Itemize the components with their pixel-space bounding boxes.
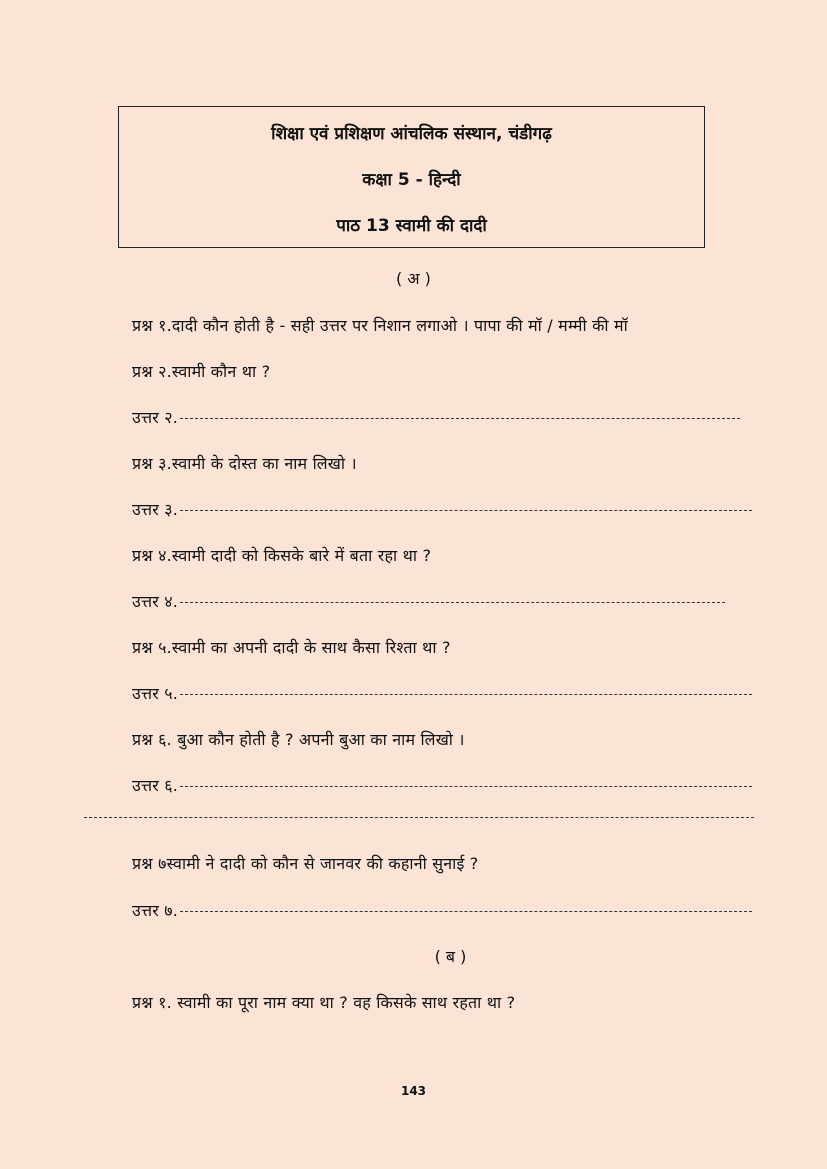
question-2: प्रश्न २.स्वामी कौन था ?: [132, 362, 271, 381]
section-b-title: ( ब ): [434, 947, 467, 966]
answer-2-label: उत्तर २.: [132, 408, 179, 427]
answer-3-label: उत्तर ३.: [132, 500, 179, 519]
answer-6-label: उत्तर ६.: [132, 776, 179, 795]
answer-7-line[interactable]: [132, 899, 752, 921]
page-number: 143: [400, 1084, 427, 1098]
question-5: प्रश्न ५.स्वामी का अपनी दादी के साथ कैसा रिश्ता था ?: [132, 638, 451, 657]
section-b-question-1: प्रश्न १. स्वामी का पूरा नाम क्या था ? वह किसके साथ रहता था ?: [132, 993, 516, 1012]
institute-name: शिक्षा एवं प्रशिक्षण आंचलिक संस्थान, चंडीगढ़: [271, 124, 552, 144]
question-4: प्रश्न ४.स्वामी दादी को किसके बारे में बता रहा था ?: [132, 546, 432, 565]
question-7: प्रश्न ७स्वामी ने दादी को कौन से जानवर की कहानी सुनाई ?: [132, 854, 479, 873]
answer-2-line[interactable]: [132, 406, 740, 428]
question-3: प्रश्न ३.स्वामी के दोस्त का नाम लिखो ।: [132, 454, 357, 473]
answer-3-line[interactable]: [132, 498, 752, 520]
question-6: प्रश्न ६. बुआ कौन होती है ? अपनी बुआ का नाम लिखो ।: [132, 730, 465, 749]
answer-4-blank: [180, 602, 725, 603]
header-box: [118, 106, 705, 248]
class-subject: कक्षा 5 - हिन्दी: [362, 170, 461, 190]
answer-5-blank: [180, 694, 752, 695]
answer-6-blank: [180, 786, 752, 787]
answer-4-label: उत्तर ४.: [132, 592, 179, 611]
answer-7-blank: [180, 911, 752, 912]
answer-5-line[interactable]: [132, 682, 752, 704]
answer-4-line[interactable]: [132, 590, 725, 612]
answer-2-blank: [180, 418, 740, 419]
question-1: प्रश्न १.दादी कौन होती है - सही उत्तर पर निशान लगाओ । पापा की मॉ / मम्मी की मॉ: [132, 316, 628, 335]
answer-6-line[interactable]: [132, 774, 752, 796]
answer-5-label: उत्तर ५.: [132, 684, 179, 703]
lesson-title: पाठ 13 स्वामी की दादी: [336, 216, 487, 236]
answer-6-continuation-line[interactable]: [84, 817, 754, 818]
section-a-title: ( अ ): [396, 269, 431, 288]
answer-3-blank: [180, 510, 752, 511]
answer-7-label: उत्तर ७.: [132, 901, 179, 920]
